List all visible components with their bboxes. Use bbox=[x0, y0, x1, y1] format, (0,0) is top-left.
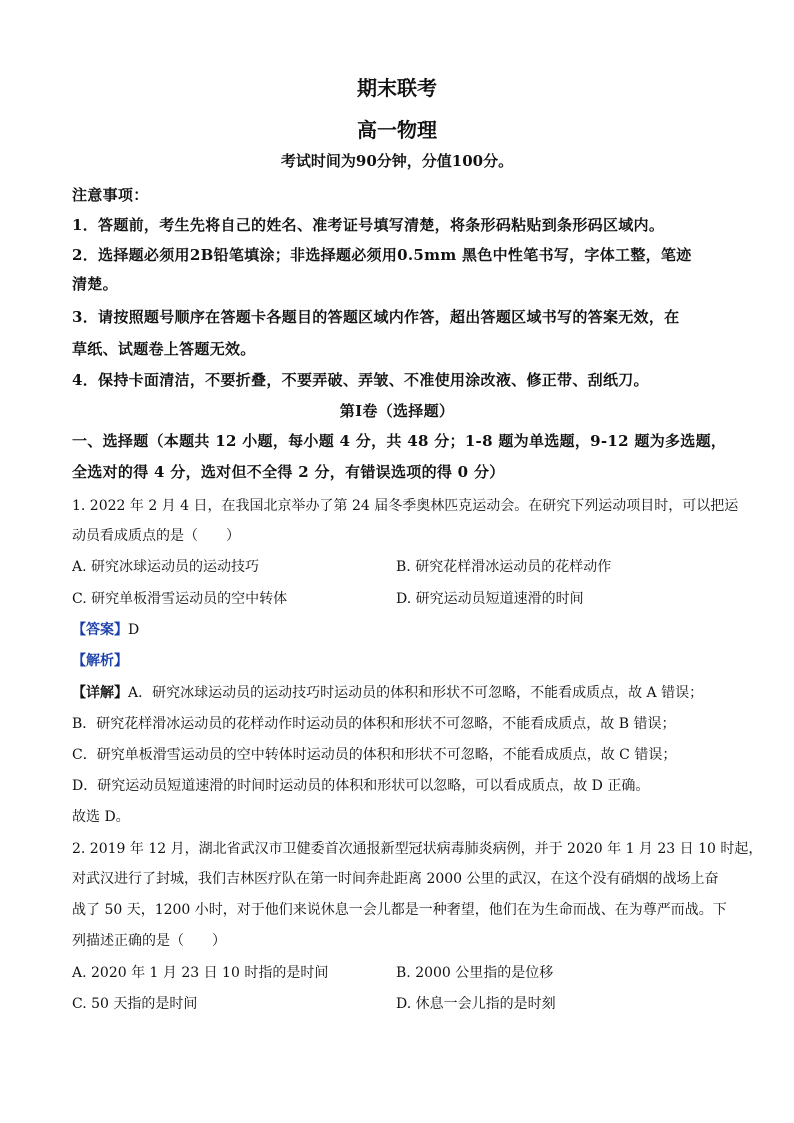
analysis-tag: 【解析】 bbox=[72, 653, 128, 669]
option-c: C. 50 天指的是时间 bbox=[72, 996, 198, 1012]
option-b: B. 研究花样滑冰运动员的花样动作 bbox=[396, 559, 612, 575]
question-stem: 战了 50 天，1200 小时，对于他们来说休息一会儿都是一种奢望，他们在为生命而战、在为尊严而战。下 bbox=[72, 902, 727, 918]
analysis-line bbox=[72, 650, 722, 670]
notice-item: 4．保持卡面清洁，不要折叠，不要弄破、弄皱、不准使用涂改液、修正带、刮纸刀。 bbox=[72, 371, 649, 389]
question-stem: 动员看成质点的是（ ） bbox=[72, 528, 240, 544]
question-stem: 列描述正确的是（ ） bbox=[72, 933, 226, 949]
notice-item: 2．选择题必须用2B铅笔填涂；非选择题必须用0.5mm 黑色中性笔书写，字体工整，笔迹 bbox=[72, 246, 692, 264]
notice-item: 1．答题前，考生先将自己的姓名、准考证号填写清楚，将条形码粘贴到条形码区域内。 bbox=[72, 216, 665, 234]
detail-text: B．研究花样滑冰运动员的花样动作时运动员的体积和形状不可忽略，不能看成质点，故 B 错误； bbox=[72, 716, 676, 732]
detail-line bbox=[72, 682, 722, 702]
option-d: D. 休息一会儿指的是时刻 bbox=[396, 996, 556, 1012]
detail-text: D．研究运动员短道速滑的时间时运动员的体积和形状可以忽略，可以看成质点，故 D 正确。 bbox=[72, 778, 650, 794]
answer-tag: 【答案】 bbox=[72, 622, 128, 638]
time-info: 考试时间为90分钟，分值100分。 bbox=[280, 152, 514, 170]
question-stem: 对武汉进行了封城，我们吉林医疗队在第一时间奔赴距离 2000 公里的武汉，在这个没有硝烟的战场上奋 bbox=[72, 871, 719, 887]
option-a: A. 2020 年 1 月 23 日 10 时指的是时间 bbox=[72, 965, 329, 981]
notice-item: 清楚。 bbox=[72, 275, 118, 293]
notice-item: 3．请按照题号顺序在答题卡各题目的答题区域内作答，超出答题区域书写的答案无效，在 bbox=[72, 308, 680, 326]
section-heading: 一、选择题（本题共 12 小题，每小题 4 分，共 48 分；1-8 题为单选题，9-12 题为多选题， bbox=[72, 432, 727, 450]
answer-value: D bbox=[128, 622, 140, 638]
option-c: C. 研究单板滑雪运动员的空中转体 bbox=[72, 591, 288, 607]
answer-line bbox=[72, 619, 722, 639]
exam-title: 期末联考 bbox=[357, 76, 437, 100]
conclusion: 故选 D。 bbox=[72, 809, 130, 825]
question-stem: 1. 2022 年 2 月 4 日，在我国北京举办了第 24 届冬季奥林匹克运动会。在研究下列运动项目时，可以把运 bbox=[72, 498, 739, 514]
subject-title: 高一物理 bbox=[357, 118, 437, 142]
section-heading: 全选对的得 4 分，选对但不全得 2 分，有错误选项的得 0 分） bbox=[72, 463, 505, 481]
detail-tag: 【详解】 bbox=[72, 685, 128, 701]
question-stem: 2. 2019 年 12 月，湖北省武汉市卫健委首次通报新型冠状病毒肺炎病例，并于 2020 年 1 月 23 日 10 时起， bbox=[72, 841, 763, 857]
volume-heading: 第Ⅰ卷（选择题） bbox=[339, 402, 455, 420]
option-d: D. 研究运动员短道速滑的时间 bbox=[396, 591, 584, 607]
detail-text: A．研究冰球运动员的运动技巧时运动员的体积和形状不可忽略，不能看成质点，故 A 错误； bbox=[128, 685, 704, 701]
notice-item: 草纸、试题卷上答题无效。 bbox=[72, 340, 256, 358]
notice-heading: 注意事项： bbox=[72, 186, 149, 204]
detail-text: C．研究单板滑雪运动员的空中转体时运动员的体积和形状不可忽略，不能看成质点，故 C 错误； bbox=[72, 747, 677, 763]
option-a: A. 研究冰球运动员的运动技巧 bbox=[72, 559, 260, 575]
option-b: B. 2000 公里指的是位移 bbox=[396, 965, 554, 981]
